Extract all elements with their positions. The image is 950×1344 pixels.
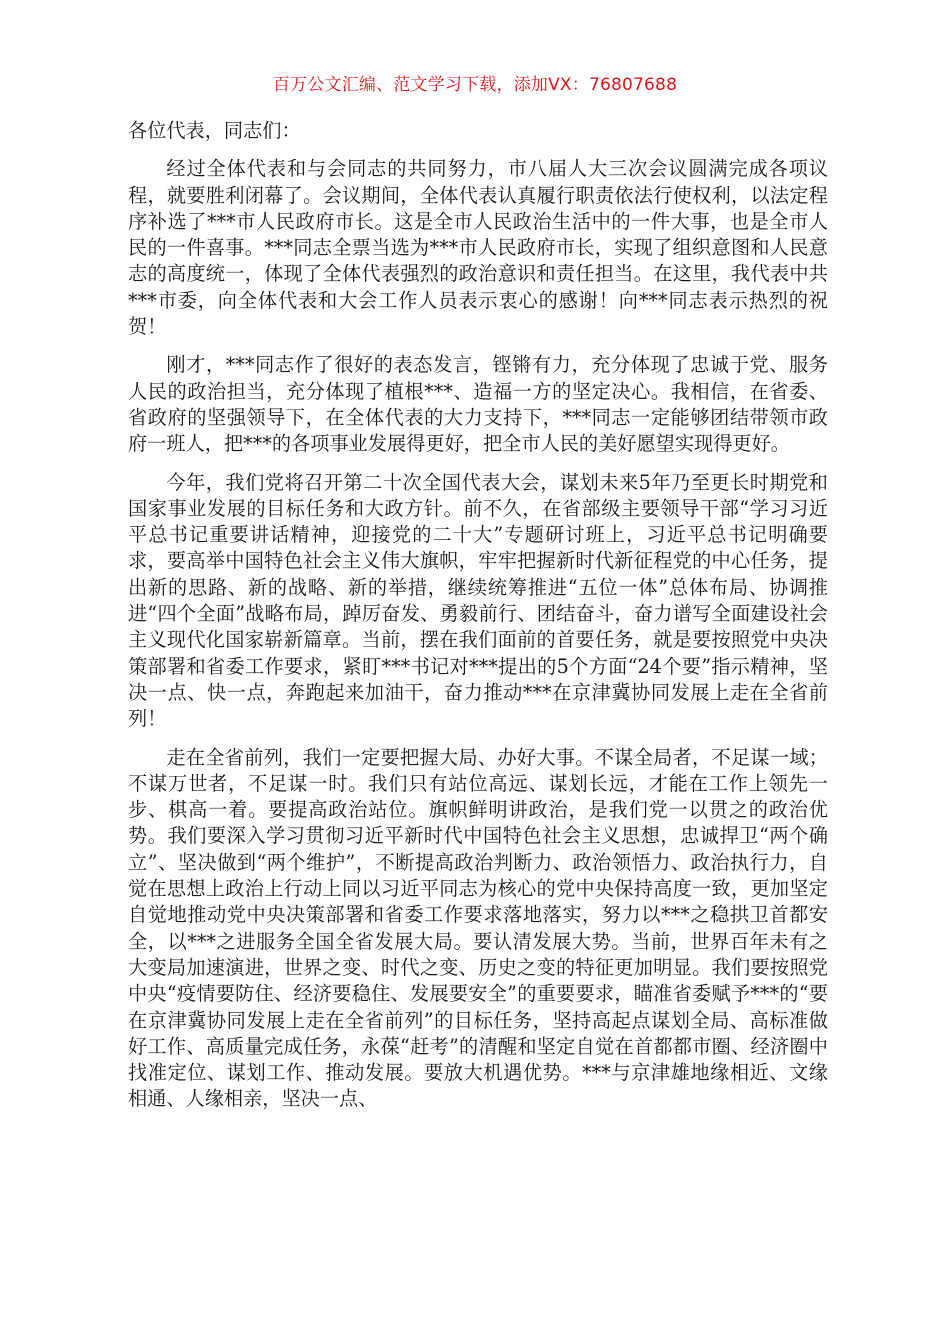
document-body <box>128 118 828 1125</box>
header-banner: 百万公文汇编、范文学习下载，添加VX：76807688 <box>272 75 678 95</box>
paragraph-2: 刚才，***同志作了很好的表态发言，铿锵有力，充分体现了忠诚于党、服务人民的政治担当，充分体现了植根***、造福一方的坚定决心。我相信，在省委、省政府的坚强领导下，在全体代表的大力支持下，***同志一定能够团结带领市政府一班人，把***的各项事业发展得更好，把全市人民的美好愿望实现得更好。 <box>128 353 828 456</box>
salutation: 各位代表，同志们： <box>128 119 301 142</box>
paragraph-3: 今年，我们党将召开第二十次全国代表大会，谋划未来5年乃至更长时期党和国家事业发展的目标任务和大政方针。前不久，在省部级主要领导干部“学习习近平总书记重要讲话精神，迎接党的二十大”专题研讨班上，习近平总书记明确要求，要高举中国特色社会主义伟大旗帜，牢牢把握新时代新征程党的中心任务，提出新的思路、新的战略、新的举措，继续统筹推进“五位一体”总体布局、协调推进“四个全面”战略布局，踔厉奋发、勇毅前行、团结奋斗，奋力谱写全面建设社会主义现代化国家崭新篇章。当前，摆在我们面前的首要任务，就是要按照党中央决策部署和省委工作要求，紧盯***书记对***提出的5个方面“24个要”指示精神，坚决一点、快一点，奔跑起来加油干，奋力推动***在京津冀协同发展上走在全省前列！ <box>128 470 828 731</box>
paragraph-4: 走在全省前列，我们一定要把握大局、办好大事。不谋全局者，不足谋一域；不谋万世者，不足谋一时。我们只有站位高远、谋划长远，才能在工作上领先一步、棋高一着。要提高政治站位。旗帜鲜明讲政治，是我们党一以贯之的政治优势。我们要深入学习贯彻习近平新时代中国特色社会主义思想，忠诚捍卫“两个确立”、坚决做到“两个维护”，不断提高政治判断力、政治领悟力、政治执行力，自觉在思想上政治上行动上同以习近平同志为核心的党中央保持高度一致，更加坚定自觉地推动党中央决策部署和省委工作要求落地落实，努力以***之稳拱卫首都安全，以***之进服务全国全省发展大局。要认清发展大势。当前，世界百年未有之大变局加速演进，世界之变、时代之变、历史之变的特征更加明显。我们要按照党中央“疫情要防住、经济要稳住、发展要安全”的重要要求，瞄准省委赋予***的“要在京津冀协同发展上走在全省前列”的目标任务，坚持高起点谋划全局、高标准做好工作、高质量完成任务，永葆“赶考”的清醒和坚定自觉在首都都市圈、经济圈中找准定位、谋划工作、推动发展。要放大机遇优势。***与京津雄地缘相近、文缘相通、人缘相亲，坚决一点、 <box>128 745 828 1111</box>
paragraph-1: 经过全体代表和与会同志的共同努力，市八届人大三次会议圆满完成各项议程，就要胜利闭幕了。会议期间，全体代表认真履行职责依法行使权利，以法定程序补选了***市人民政府市长。这是全市人民政治生活中的一件大事，也是全市人民的一件喜事。***同志全票当选为***市人民政府市长，实现了组织意图和人民意志的高度统一，体现了全体代表强烈的政治意识和责任担当。在这里，我代表中共***市委，向全体代表和大会工作人员表示衷心的感谢！向***同志表示热烈的祝贺！ <box>128 157 828 339</box>
